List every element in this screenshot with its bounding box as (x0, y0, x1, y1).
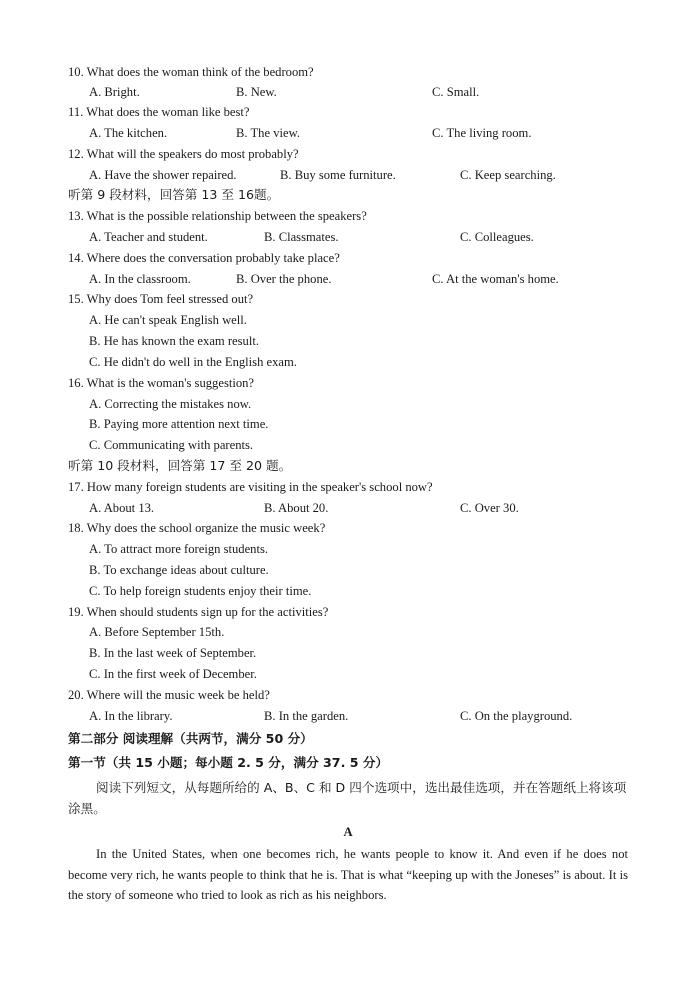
option-c: C. Keep searching. (460, 168, 556, 182)
question-stem: 13. What is the possible relationship between the speakers? (68, 209, 367, 223)
option-b: B. To exchange ideas about culture. (89, 563, 269, 577)
question-stem: 10. What does the woman think of the bedroom? (68, 65, 314, 79)
question-stem: 11. What does the woman like best? (68, 105, 250, 119)
option-c: C. Colleagues. (460, 230, 534, 244)
option-a: A. Before September 15th. (89, 625, 225, 639)
option-a: A. He can't speak English well. (89, 313, 247, 327)
option-b: B. Over the phone. (236, 272, 332, 286)
option-a: A. Correcting the mistakes now. (89, 397, 252, 411)
option-c: C. On the playground. (460, 709, 573, 723)
option-a: A. Bright. (89, 85, 140, 99)
option-a: A. Have the shower repaired. (89, 168, 237, 182)
reading-instruction: 阅读下列短文，从每题所给的 A、B、C 和 D 四个选项中，选出最佳选项，并在答题纸上将该项涂黑。 (68, 780, 627, 816)
option-c: C. In the first week of December. (89, 667, 257, 681)
part-title: 第二部分 阅读理解（共两节，满分 50 分） (68, 731, 313, 746)
option-b: B. He has known the exam result. (89, 334, 259, 348)
option-a: A. In the classroom. (89, 272, 191, 286)
option-b: B. New. (236, 85, 277, 99)
question-stem: 19. When should students sign up for the activities? (68, 605, 329, 619)
option-c: C. To help foreign students enjoy their time. (89, 584, 312, 598)
option-c: C. At the woman's home. (432, 272, 559, 286)
question-stem: 14. Where does the conversation probably take place? (68, 251, 340, 265)
section-instruction: 听第 10 段材料，回答第 17 至 20 题。 (68, 458, 292, 473)
option-b: B. In the last week of September. (89, 646, 257, 660)
question-stem: 12. What will the speakers do most probably? (68, 147, 299, 161)
question-stem: 16. What is the woman's suggestion? (68, 376, 255, 390)
option-a: A. The kitchen. (89, 126, 168, 140)
option-b: B. Buy some furniture. (280, 168, 396, 182)
option-a: A. About 13. (89, 501, 155, 515)
option-b: B. About 20. (264, 501, 329, 515)
option-c: C. Small. (432, 85, 480, 99)
option-c: C. The living room. (432, 126, 532, 140)
option-b: B. Paying more attention next time. (89, 417, 269, 431)
question-stem: 18. Why does the school organize the music week? (68, 521, 326, 535)
question-stem: 15. Why does Tom feel stressed out? (68, 292, 254, 306)
option-c: C. Over 30. (460, 501, 519, 515)
option-b: B. The view. (236, 126, 301, 140)
option-c: C. He didn't do well in the English exam. (89, 355, 297, 369)
option-a: A. Teacher and student. (89, 230, 208, 244)
question-stem: 17. How many foreign students are visiting in the speaker's school now? (68, 480, 433, 494)
option-c: C. Communicating with parents. (89, 438, 254, 452)
passage-text: In the United States, when one becomes rich, he wants people to know it. And even if he does not become very rich, he wants people to think that he is. That is what “keeping up with the Joneses” is about. It is the story of someone who tried to look as rich as his neighbors. (68, 847, 628, 903)
section-title: 第一节（共 15 小题；每小题 2. 5 分，满分 37. 5 分） (68, 755, 389, 770)
option-b: B. Classmates. (264, 230, 339, 244)
section-instruction: 听第 9 段材料，回答第 13 至 16题。 (68, 187, 280, 202)
passage-label: A (343, 825, 353, 839)
option-b: B. In the garden. (264, 709, 349, 723)
option-a: A. To attract more foreign students. (89, 542, 268, 556)
question-stem: 20. Where will the music week be held? (68, 688, 270, 702)
option-a: A. In the library. (89, 709, 173, 723)
